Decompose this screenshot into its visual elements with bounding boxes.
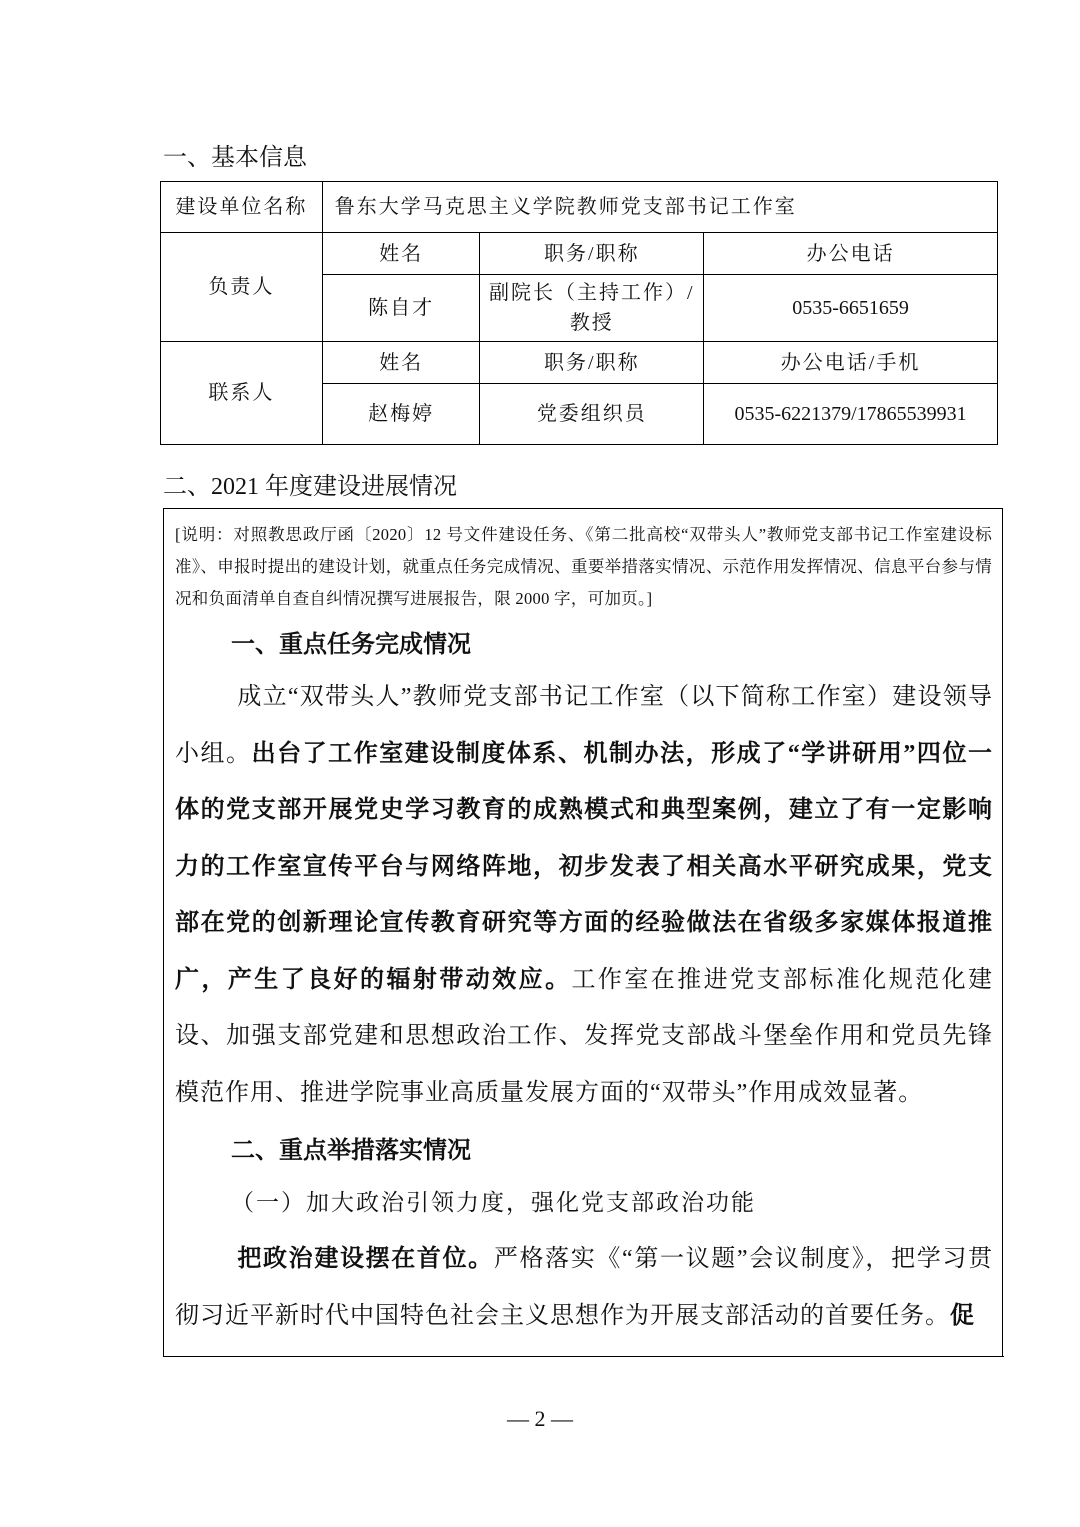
text-bold: 把政治建设摆在首位。: [237, 1246, 494, 1272]
section-title-basic-info: 一、基本信息: [163, 145, 307, 171]
contact-phone: 0535-6221379/17865539931: [704, 384, 998, 445]
leader-name: 陈自才: [322, 275, 480, 342]
contact-label: 联系人: [161, 342, 323, 445]
col-title: 职务/职称: [480, 233, 704, 275]
basic-info-table: [160, 181, 998, 445]
leader-title: 副院长（主持工作）/教授: [480, 275, 704, 342]
leader-label: 负责人: [161, 233, 323, 342]
contact-title: 党委组织员: [480, 384, 704, 445]
leader-phone: 0535-6651659: [704, 275, 998, 342]
col-phone-2: 办公电话/手机: [704, 342, 998, 384]
unit-value: 鲁东大学马克思主义学院教师党支部书记工作室: [322, 182, 997, 233]
page-number: — 2 —: [507, 1406, 573, 1431]
col-phone: 办公电话: [704, 233, 998, 275]
instruction-note: [说明：对照教思政厅函〔2020〕12 号文件建设任务、《第二批高校“双带头人”教师党支部书记工作室建设标准》、申报时提出的建设计划，就重点任务完成情况、重要举措落实情况、示范作用发挥情况、信息平台参与情况和负面清单自查自纠情况撰写进展报告，限 2000 字，可加页。]: [175, 525, 992, 608]
text-plain: 成立“双带头人”教师党支部书记工作室（以下简称工作室）建设领导小组。: [175, 684, 993, 767]
text-bold: 出台了工作室建设制度体系、机制办法，形成了“学讲研用”四位一体的党支部开展党史学习教育的成熟模式和典型案例，建立了有一定影响力的工作室宣传平台与网络阵地，初步发表了相关高水平研究成果，党支部在党的创新理论宣传教育研究等方面的经验做法在省级多家媒体报道推广，产生了良好的辐射带动效应。: [175, 740, 993, 993]
paragraph-political: [175, 1231, 993, 1344]
col-name: 姓名: [322, 233, 480, 275]
col-title-2: 职务/职称: [480, 342, 704, 384]
subsection-heading: （一）加大政治引领力度，强化党支部政治功能: [231, 1190, 756, 1215]
paragraph-key-tasks: [175, 669, 993, 1121]
part1-heading: 一、重点任务完成情况: [231, 632, 471, 658]
unit-label: 建设单位名称: [161, 182, 323, 233]
text-plain: 工作室在推进党支部标准化规范化建设、加强支部党建和思想政治工作、发挥党支部战斗堡垒作用和党员先锋模范作用、推进学院事业高质量发展方面的“双带头”作用成效显著。: [175, 966, 993, 1106]
box-bottom-border: [163, 1356, 1004, 1357]
text-bold: 促: [950, 1302, 975, 1329]
text-plain: 严格落实《“第一议题”会议制度》，把学习贯彻习近平新时代中国特色社会主义思想作为开展支部活动的首要任务。: [175, 1246, 993, 1329]
contact-name: 赵梅婷: [322, 384, 480, 445]
section-title-progress: 二、2021 年度建设进展情况: [163, 474, 457, 500]
progress-report-box: [163, 508, 1003, 1356]
col-name-2: 姓名: [322, 342, 480, 384]
part2-heading: 二、重点举措落实情况: [231, 1138, 471, 1164]
